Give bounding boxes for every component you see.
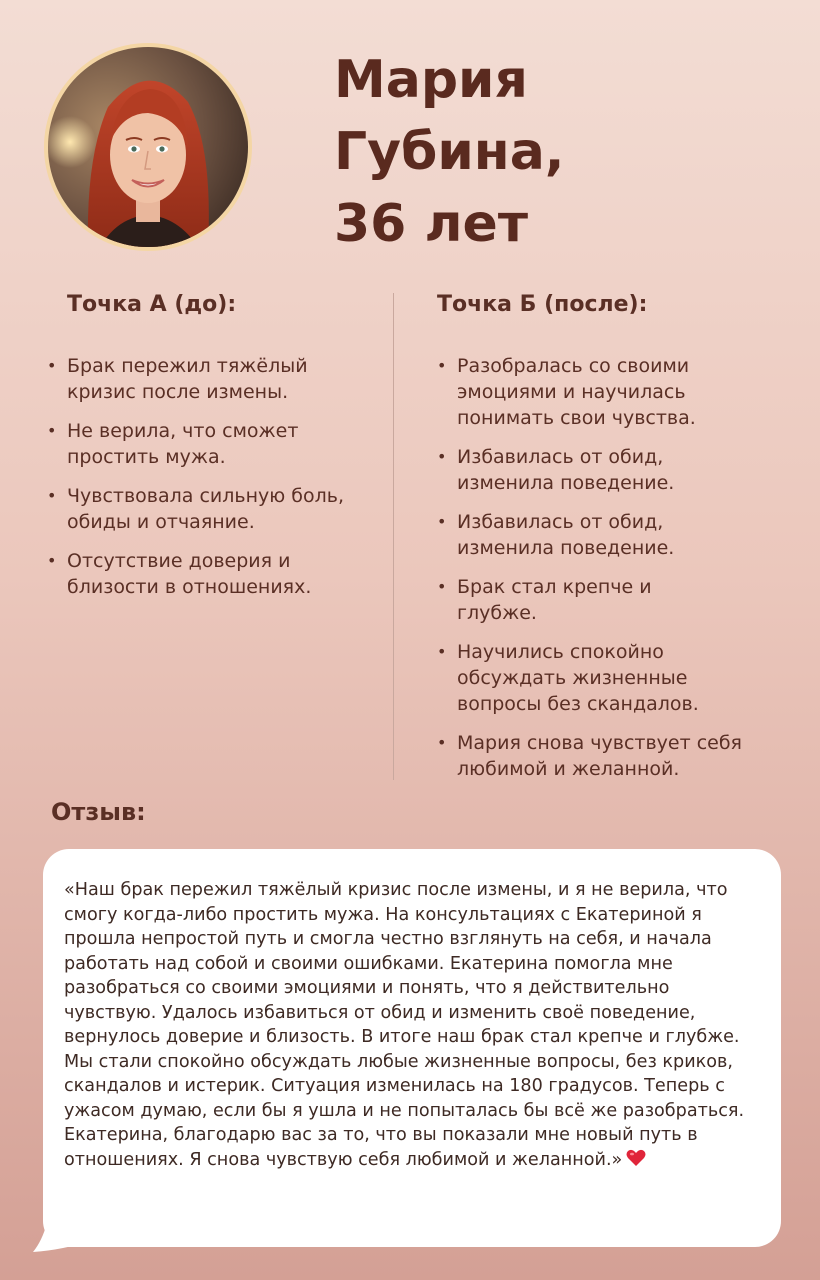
- portrait-photo: [48, 47, 248, 247]
- client-name: [334, 44, 565, 260]
- review-title: Отзыв:: [51, 798, 146, 826]
- list-item: • Брак стал крепче и глубже.: [437, 574, 657, 626]
- list-item: • Избавилась от обид, изменила поведение.: [437, 509, 727, 561]
- list-item: • Брак пережил тяжёлый кризис после измены.: [47, 353, 347, 405]
- age: 36 лет: [334, 194, 528, 254]
- list-item: • Отсутствие доверия и близости в отношениях.: [47, 548, 367, 600]
- name-line-last: Губина,: [334, 122, 565, 182]
- list-item: • Разобралась со своими эмоциями и научилась понимать свои чувства.: [437, 353, 737, 431]
- list-item: • Чувствовала сильную боль, обиды и отчаяние.: [47, 483, 367, 535]
- review-text-block: [64, 878, 764, 1174]
- column-divider: [393, 293, 394, 780]
- point-b-list: [437, 353, 797, 795]
- point-a-title: Точка А (до):: [67, 292, 237, 317]
- heart-icon: [626, 1149, 646, 1175]
- name-line-first: Мария: [334, 50, 528, 110]
- list-item: • Не верила, что сможет простить мужа.: [47, 418, 337, 470]
- list-item: • Мария снова чувствует себя любимой и желанной.: [437, 730, 797, 782]
- point-b-title: Точка Б (после):: [437, 292, 648, 317]
- avatar: [44, 43, 252, 251]
- list-item: • Избавилась от обид, изменила поведение.: [437, 444, 727, 496]
- review-text: «Наш брак пережил тяжёлый кризис после измены, и я не верила, что смогу когда-либо простить мужа. На консультациях с Екатериной я прошла непростой путь и смогла честно взглянуть на себя, и начала работать над собой и своими ошибками. Екатерина помогла мне разобраться со своими эмоциями и понять, что я действительно чувствую. Удалось избавиться от обид и изменить своё поведение, вернулось доверие и близость. В итоге наш брак стал крепче и глубже. Мы стали спокойно обсуждать любые жизненные вопросы, без криков, скандалов и истерик. Ситуация изменилась на 180 градусов. Теперь с ужасом думаю, если бы я ушла и не попыталась бы всё же разобраться. Екатерина, благодарю вас за то, что вы показали мне новый путь в отношениях. Я снова чувствую себя любимой и желанной.»: [64, 880, 745, 1170]
- list-item: • Научились спокойно обсуждать жизненные вопросы без скандалов.: [437, 639, 747, 717]
- point-a-list: [47, 353, 367, 613]
